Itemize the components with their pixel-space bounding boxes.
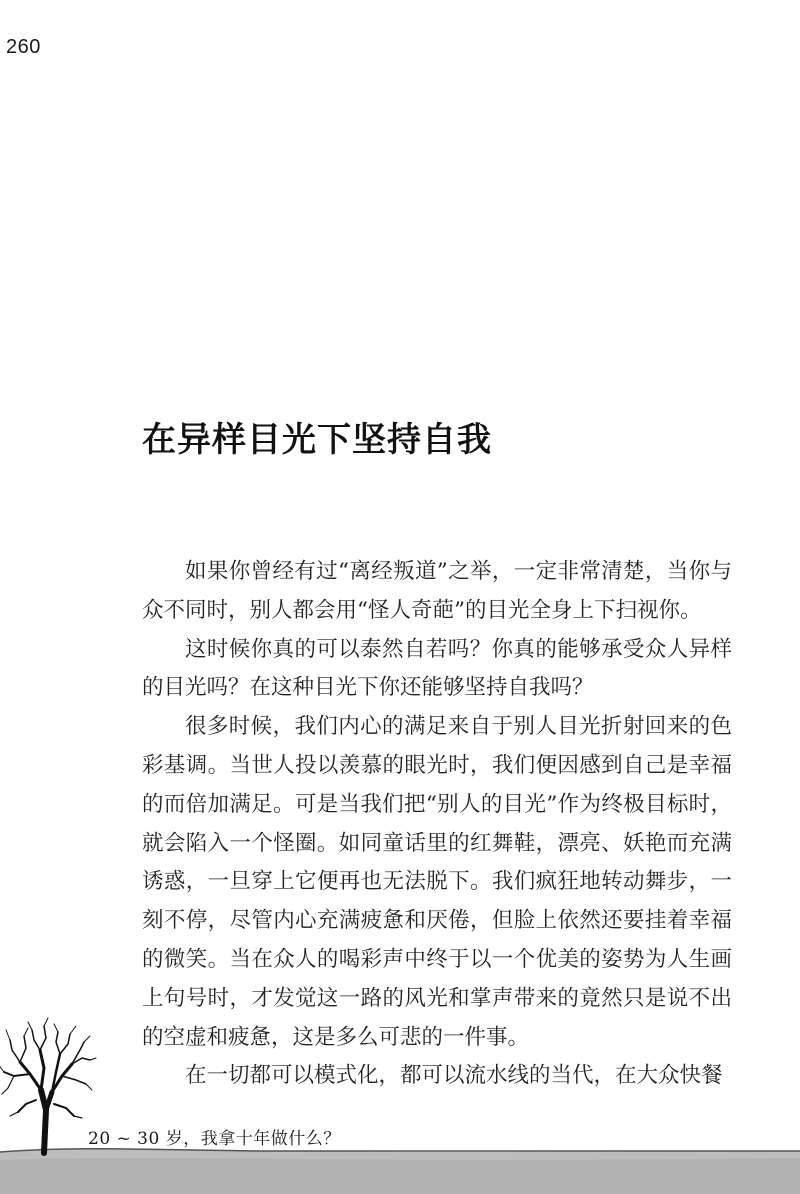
running-footer-title: 20 ~ 30 岁，我拿十年做什么？ [88, 1129, 341, 1149]
paragraph-2: 这时候你真的可以泰然自若吗？你真的能够承受众人异样的目光吗？在这种目光下你还能够坚持自我吗？ [142, 636, 732, 701]
bare-tree-icon [0, 1018, 96, 1153]
body-text [142, 553, 732, 1096]
paragraph-3: 很多时候，我们内心的满足来自于别人目光折射回来的色彩基调。当世人投以羡慕的眼光时，我们便因感到自己是幸福的而倍加满足。可是当我们把“别人的目光”作为终极目标时，就会陷入一个怪圈。如同童话里的红舞鞋，漂亮、妖艳而充满诱惑，一旦穿上它便再也无法脱下。我们疯狂地转动舞步，一刻不停，尽管内心充满疲惫和厌倦，但脸上依然还要挂着幸福的微笑。当在众人的喝彩声中终于以一个优美的姿势为人生画上句号时，才发觉这一路的风光和掌声带来的竟然只是说不出的空虚和疲惫，这是多么可悲的一件事。 [142, 714, 732, 1050]
paragraph-4: 在一切都可以模式化，都可以流水线的当代，在大众快餐 [185, 1063, 723, 1089]
ground-shadow [0, 1158, 800, 1194]
ground-band [0, 1149, 800, 1194]
ground-edge [0, 1149, 800, 1152]
paragraph-1: 如果你曾经有过“离经叛道”之举，一定非常清楚，当你与众不同时，别人都会用“怪人奇葩”的目光全身上下扫视你。 [142, 559, 732, 623]
page-number: 260 [6, 36, 41, 58]
chapter-title: 在异样目光下坚持自我 [142, 420, 492, 460]
